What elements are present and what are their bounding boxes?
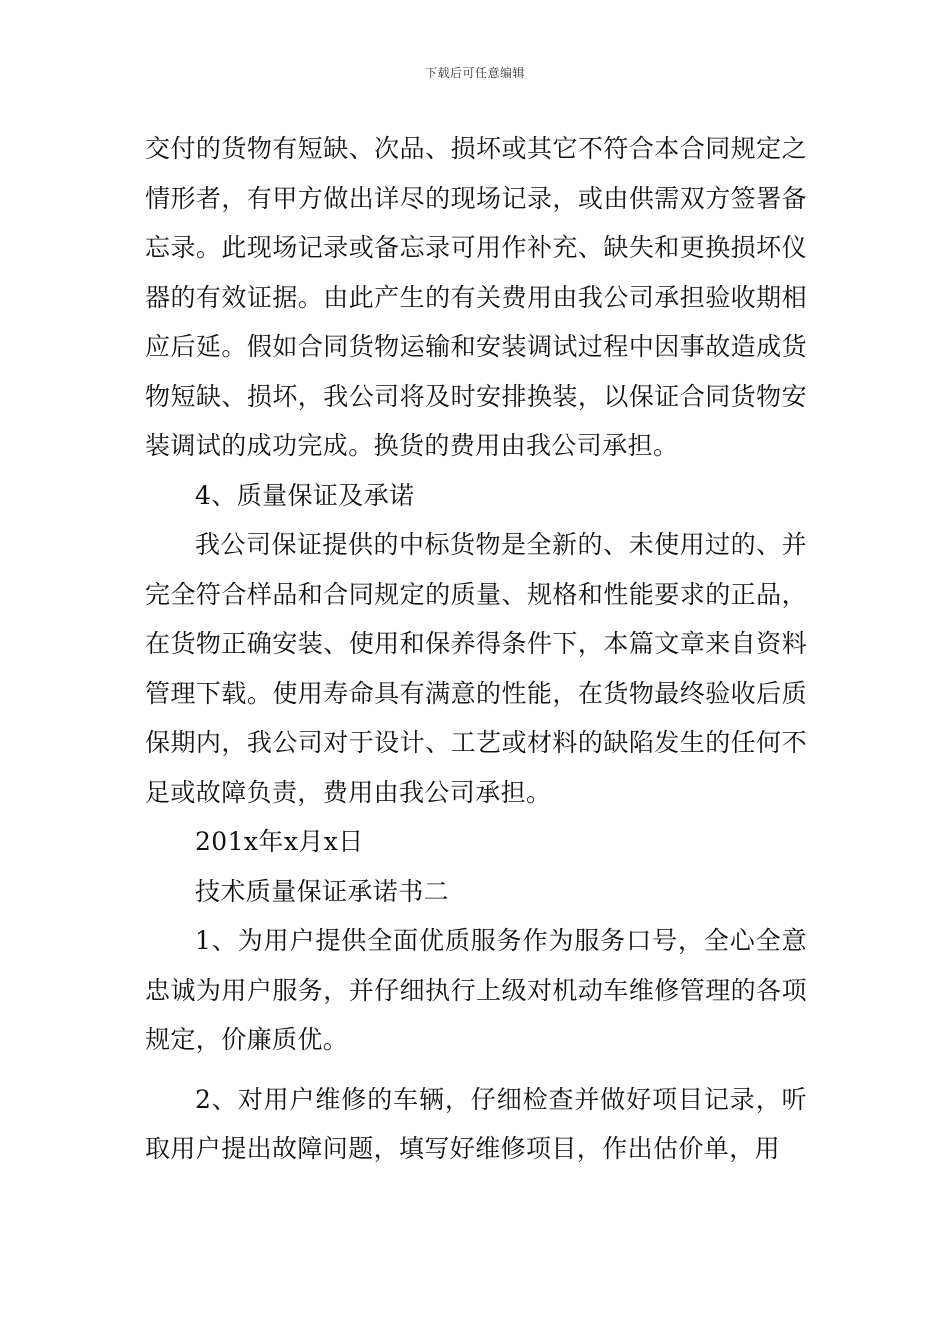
paragraph-item-1: 1、为用户提供全面优质服务作为服务口号，全心全意忠诚为用户服务，并仔细执行上级对机动车维修管理的各项规定，价廉质优。 <box>145 926 807 1054</box>
paragraph-item-2: 2、对用户维修的车辆，仔细检查并做好项目记录，听取用户提出故障问题，填写好维修项目，作出估价单，用 <box>145 1084 807 1163</box>
page-header: 下载后可任意编辑 <box>424 66 525 80</box>
document-subtitle: 技术质量保证承诺书二 <box>195 876 450 906</box>
paragraph-quality-promise: 我公司保证提供的中标货物是全新的、未使用过的、并完全符合样品和合同规定的质量、规格和性能要求的正品，在货物正确安装、使用和保养得条件下，本篇文章来自资料管理下载。使用寿命具有满意的性能，在货物最终验收后质保期内，我公司对于设计、工艺或材料的缺陷发生的任何不足或故障负责，费用由我公司承担。 <box>145 530 807 807</box>
section-heading-quality: 4、质量保证及承诺 <box>195 480 415 510</box>
paragraph-continuation: 交付的货物有短缺、次品、损坏或其它不符合本合同规定之情形者，有甲方做出详尽的现场记录，或由供需双方签署备忘录。此现场记录或备忘录可用作补充、缺失和更换损坏仪器的有效证据。由此产生的有关费用由我公司承担验收期相应后延。假如合同货物运输和安装调试过程中因事故造成货物短缺、损坏，我公司将及时安排换装，以保证合同货物安装调试的成功完成。换货的费用由我公司承担。 <box>145 134 807 460</box>
date-line: 201x年x月x日 <box>195 827 364 856</box>
document-body <box>145 124 807 1174</box>
